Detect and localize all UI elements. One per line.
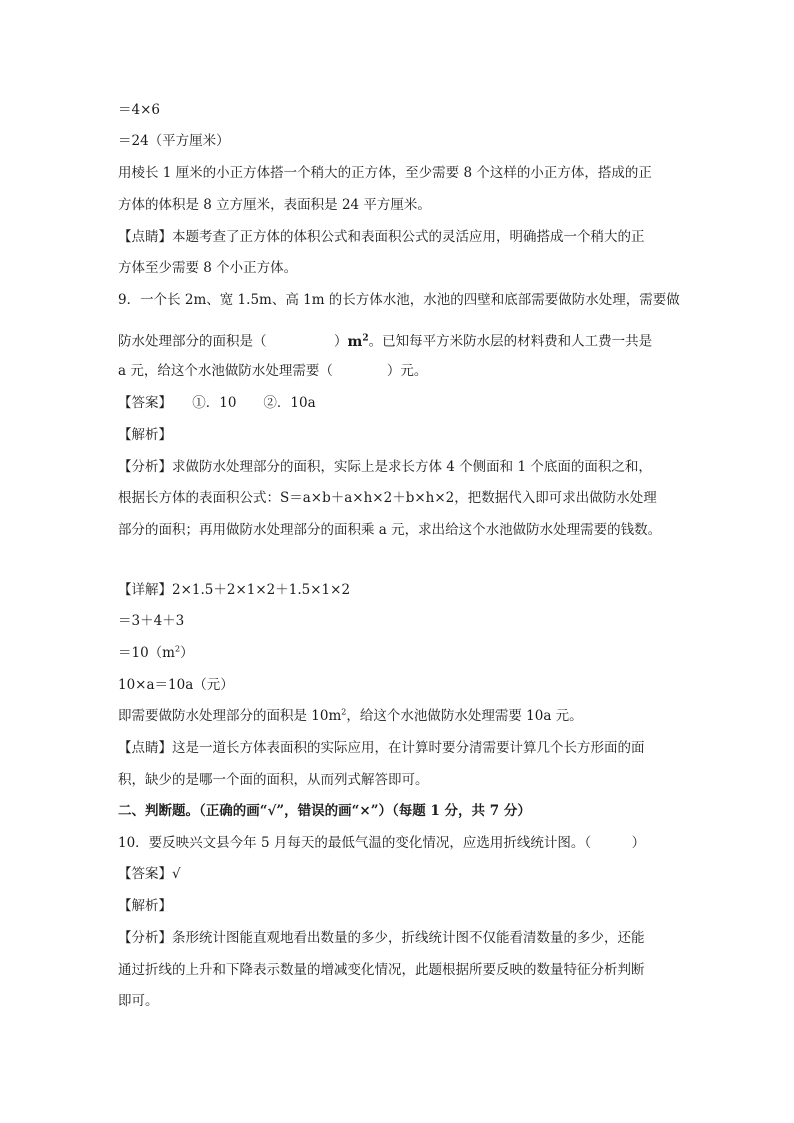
text-line: 方体的体积是 8 立方厘米，表面积是 24 平方厘米。 — [118, 197, 431, 213]
question-9-line-2 — [118, 328, 652, 352]
analysis-line: 根据长方体的表面积公式：S＝a×b＋a×h×2＋b×h×2，把数据代入即可求出做防水处理 — [118, 490, 657, 506]
calc-line-1: ＝4×6 — [118, 102, 160, 118]
calc-line-2: ＝24（平方厘米） — [118, 133, 230, 149]
question-10: 10．要反映兴文县今年 5 月每天的最低气温的变化情况，应选用折线统计图。（ ） — [118, 835, 646, 851]
analysis-line: 通过折线的上升和下降表示数量的增减变化情况，此题根据所要反映的数量特征分析判断 — [118, 962, 645, 978]
question-9-line-3: a 元，给这个水池做防水处理需要（ ）元。 — [118, 363, 428, 379]
detail-line: 【详解】2×1.5＋2×1×2＋1.5×1×2 — [118, 582, 351, 598]
analysis-line: 【分析】求做防水处理部分的面积，实际上是求长方体 4 个侧面和 1 个底面的面积之和， — [118, 459, 652, 475]
analysis-line: 部分的面积；再用做防水处理部分的面积乘 a 元，求出给这个水池做防水处理需要的钱数。 — [118, 522, 662, 538]
analysis-header: 【解析】 — [118, 427, 172, 443]
section-heading: 二、判断题。（正确的画“√”，错误的画“×”）（每题 1 分，共 7 分） — [118, 803, 531, 819]
insight-line: 【点睛】本题考查了正方体的体积公式和表面积公式的灵活应用，明确搭成一个稍大的正 — [118, 229, 645, 245]
text-segment: 。已知每平方米防水层的材料费和人工费一共是 — [368, 333, 653, 350]
calc-line: $=10(m^2)$ — [118, 644, 194, 661]
analysis-line: 即可。 — [118, 993, 159, 1009]
text-line: 方体至少需要 8 个小正方体。 — [118, 260, 298, 276]
question-9: 9．一个长 2m、宽 1.5m、高 1m 的长方体水池，水池的四壁和底部需要做防水处理，需要做 — [118, 292, 680, 308]
answer-line: 【答案】 ①．10 ②．10a — [118, 395, 316, 411]
calc-line: 10×a＝10a（元） — [118, 677, 234, 693]
conclusion-line: 即需要做防水处理部分的面积是 $10m^2$，给这个水池做防水处理需要 10a 元。 — [118, 707, 583, 724]
text-segment: 防水处理部分的面积是（ ） — [118, 333, 348, 350]
unit-m2: $m^2$ — [347, 333, 369, 350]
text-line: 用棱长 1 厘米的小正方体搭一个稍大的正方体，至少需要 8 个这样的小正方体，搭成的正 — [118, 165, 652, 181]
analysis-header: 【解析】 — [118, 898, 172, 914]
insight-line: 【点睛】这是一道长方体表面积的实际应用，在计算时要分清需要计算几个长方形面的面 — [118, 740, 645, 756]
text-line: 积，缺少的是哪一个面的面积，从而列式解答即可。 — [118, 772, 429, 788]
analysis-line: 【分析】条形统计图能直观地看出数量的多少，折线统计图不仅能看清数量的多少，还能 — [118, 930, 645, 946]
calc-line: ＝3＋4＋3 — [118, 613, 185, 629]
answer-line: 【答案】√ — [118, 866, 181, 882]
